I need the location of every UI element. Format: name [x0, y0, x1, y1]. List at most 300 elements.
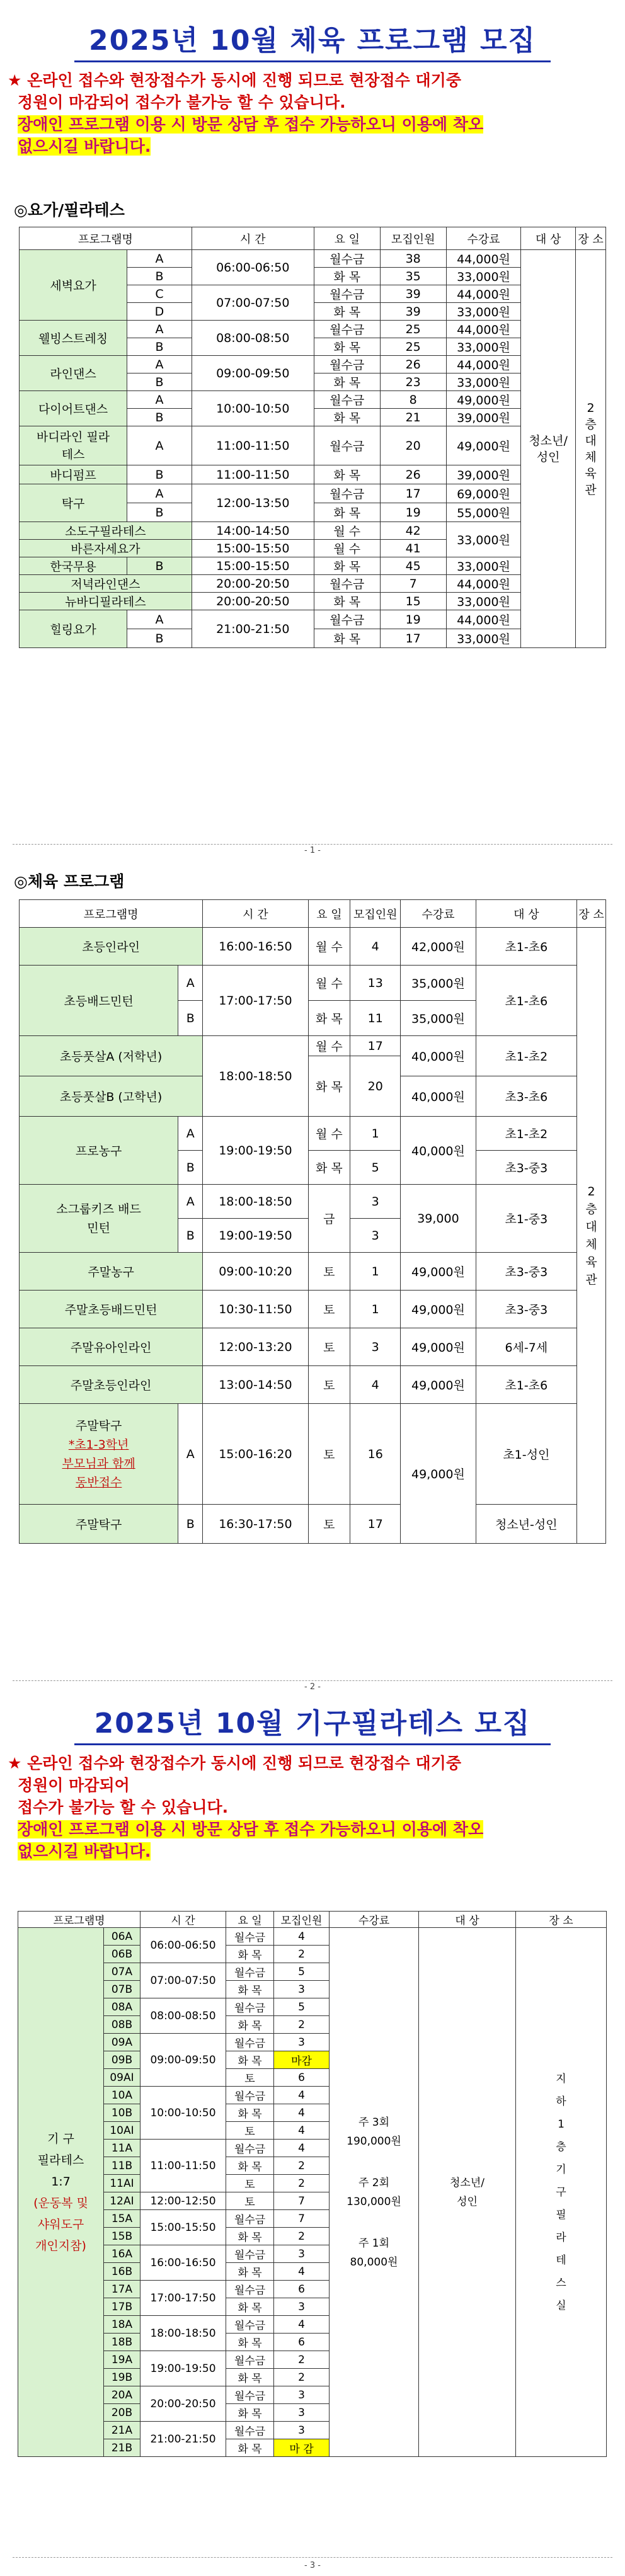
time-cell: 18:00-18:50	[140, 2316, 226, 2351]
count-cell: 20	[380, 426, 446, 465]
count-cell: 2	[274, 2228, 330, 2245]
count-cell: 35	[380, 268, 446, 285]
header-cell: 시 간	[140, 1912, 226, 1928]
day-cell: 월수금	[314, 610, 380, 629]
day-cell: 월수금	[226, 2034, 274, 2051]
count-cell: 23	[380, 373, 446, 391]
count-cell: 42	[380, 522, 446, 540]
closed-badge: 마감	[274, 2051, 330, 2069]
yoga-table	[19, 227, 606, 648]
count-cell: 39	[380, 285, 446, 303]
fee-cell: 33,000원	[446, 268, 521, 285]
class-code: 10A	[104, 2087, 140, 2104]
count-cell: 3	[350, 1328, 401, 1366]
class-code: 19B	[104, 2369, 140, 2386]
fee-cell: 35,000원	[401, 1001, 476, 1036]
notice-text: 없으시길 바랍니다.	[18, 1842, 151, 1861]
day-cell: 월수금	[226, 2316, 274, 2334]
program-name: 뉴바디필라테스	[20, 593, 192, 610]
day-cell: 금	[308, 1185, 350, 1253]
header-cell: 수강료	[446, 227, 521, 250]
program-name: 웰빙스트레칭	[20, 321, 127, 356]
count-cell: 4	[274, 2316, 330, 2334]
program-note: 부모님과 함께	[62, 1456, 135, 1471]
class-code: B	[127, 268, 192, 285]
notice-line	[8, 1796, 617, 1818]
day-cell: 월수금	[226, 1963, 274, 1981]
program-note: (운동복 및	[33, 2196, 88, 2210]
fee-cell: 40,000원	[401, 1036, 476, 1076]
count-cell: 3	[274, 2404, 330, 2422]
place-text: 2층대체육관	[585, 1184, 597, 1287]
fee-cell: 49,000원	[401, 1328, 476, 1366]
header-cell: 장 소	[577, 900, 606, 928]
day-cell: 월 수	[314, 540, 380, 557]
fee-cell: 44,000원	[446, 285, 521, 303]
fee-text: 주 2회	[358, 2176, 390, 2189]
fee-cell: 49,000원	[446, 426, 521, 465]
time-cell: 17:00-17:50	[140, 2281, 226, 2316]
time-cell: 09:00-09:50	[192, 356, 314, 391]
count-cell: 26	[380, 465, 446, 484]
class-code: 21A	[104, 2422, 140, 2439]
notice-block	[8, 69, 617, 157]
time-cell: 15:00-15:50	[140, 2210, 226, 2245]
program-name	[20, 1185, 178, 1253]
day-cell: 토	[226, 2122, 274, 2140]
program-note: *초1-3학년	[68, 1437, 129, 1452]
class-code: 11A	[104, 2140, 140, 2157]
program-note: 동반접수	[75, 1475, 122, 1490]
class-code: B	[178, 1001, 203, 1036]
day-cell: 월수금	[314, 356, 380, 373]
count-cell: 17	[380, 484, 446, 503]
count-cell: 39	[380, 303, 446, 321]
day-cell: 화 목	[226, 2263, 274, 2281]
class-code: B	[178, 1219, 203, 1253]
time-cell: 14:00-14:50	[192, 522, 314, 540]
count-cell: 4	[350, 1366, 401, 1404]
fee-cell: 33,000원	[446, 629, 521, 648]
notice-text: 없으시길 바랍니다.	[18, 137, 151, 156]
class-code: 20B	[104, 2404, 140, 2422]
day-cell: 월수금	[314, 484, 380, 503]
program-name: 소도구필라테스	[20, 522, 192, 540]
day-cell: 화 목	[314, 409, 380, 426]
header-cell: 프로그램명	[20, 900, 203, 928]
class-code: A	[127, 356, 192, 373]
time-cell: 13:00-14:50	[203, 1366, 308, 1404]
count-cell: 1	[350, 1253, 401, 1291]
count-cell: 4	[274, 2263, 330, 2281]
target-cell: 초1-성인	[476, 1404, 577, 1505]
time-cell: 12:00-12:50	[140, 2192, 226, 2210]
time-cell: 07:00-07:50	[140, 1963, 226, 1998]
class-code: 09A	[104, 2034, 140, 2051]
count-cell: 41	[380, 540, 446, 557]
program-name-text: 소그룹키즈 배드민턴	[56, 1202, 141, 1235]
program-name: 탁구	[20, 484, 127, 522]
count-cell: 6	[274, 2334, 330, 2351]
count-cell: 6	[274, 2281, 330, 2298]
program-note: 샤워도구	[37, 2217, 84, 2231]
program-name: 초등풋살A (저학년)	[20, 1036, 203, 1076]
place-cell	[577, 928, 606, 1544]
class-code: 18A	[104, 2316, 140, 2334]
class-code: A	[127, 321, 192, 338]
target-cell: 초1-초6	[476, 928, 577, 966]
target-text: 청소년/성인	[529, 433, 568, 464]
fee-cell: 49,000원	[401, 1366, 476, 1404]
count-cell: 3	[350, 1185, 401, 1219]
count-cell: 3	[274, 2386, 330, 2404]
page-divider	[13, 844, 612, 845]
time-cell: 15:00-15:50	[192, 557, 314, 575]
count-cell: 1	[350, 1291, 401, 1328]
day-cell: 월수금	[314, 250, 380, 268]
notice-line	[8, 1840, 617, 1862]
day-cell: 화 목	[226, 2157, 274, 2175]
target-cell: 초3-초6	[476, 1076, 577, 1117]
target-cell: 초3-중3	[476, 1151, 577, 1185]
time-cell: 20:00-20:50	[192, 575, 314, 593]
time-cell: 20:00-20:50	[192, 593, 314, 610]
header-cell: 시 간	[192, 227, 314, 250]
place-text: 2층대체육관	[585, 401, 597, 497]
count-cell: 2	[274, 2351, 330, 2369]
day-cell: 화 목	[314, 303, 380, 321]
day-cell: 월 수	[308, 1117, 350, 1151]
fee-cell: 33,000원	[446, 593, 521, 610]
time-cell: 15:00-15:50	[192, 540, 314, 557]
header-cell: 장 소	[516, 1912, 607, 1928]
title-underline	[74, 1743, 551, 1745]
count-cell: 17	[350, 1505, 401, 1544]
count-cell: 17	[380, 629, 446, 648]
count-cell: 2	[274, 2157, 330, 2175]
program-name: 주말유아인라인	[20, 1328, 203, 1366]
class-code: 07B	[104, 1981, 140, 1998]
day-cell: 화 목	[226, 2228, 274, 2245]
header-cell: 요 일	[226, 1912, 274, 1928]
count-cell: 5	[350, 1151, 401, 1185]
time-cell: 17:00-17:50	[203, 966, 308, 1036]
class-code: A	[127, 484, 192, 503]
fee-option	[331, 2113, 417, 2151]
notice-text: 정원이 마감되어	[18, 1776, 130, 1794]
class-code: B	[127, 503, 192, 522]
count-cell: 4	[274, 2104, 330, 2122]
star-icon: ★	[8, 71, 22, 89]
target-cell	[521, 250, 576, 648]
day-cell: 월수금	[226, 2422, 274, 2439]
class-code: B	[178, 1505, 203, 1544]
time-cell: 09:00-09:50	[140, 2034, 226, 2087]
count-cell: 2	[274, 2175, 330, 2192]
count-cell: 4	[274, 2087, 330, 2104]
notice-line	[8, 113, 617, 135]
fee-cell: 39,000	[401, 1185, 476, 1253]
time-cell: 19:00-19:50	[203, 1219, 308, 1253]
page-title: 2025년 10월 체육 프로그램 모집	[88, 25, 536, 57]
day-cell: 화 목	[226, 2334, 274, 2351]
target-cell: 초1-초6	[476, 1366, 577, 1404]
star-icon: ★	[8, 1754, 22, 1772]
fee-cell: 44,000원	[446, 356, 521, 373]
target-cell: 초1-초2	[476, 1036, 577, 1076]
class-code: A	[178, 966, 203, 1001]
class-code: 21B	[104, 2439, 140, 2457]
day-cell: 화 목	[314, 465, 380, 484]
day-cell: 화 목	[226, 2016, 274, 2034]
class-code: 12AI	[104, 2192, 140, 2210]
day-cell: 화 목	[226, 2051, 274, 2069]
time-cell: 15:00-16:20	[203, 1404, 308, 1505]
class-code: D	[127, 303, 192, 321]
target-cell: 초1-중3	[476, 1185, 577, 1253]
class-code: B	[127, 373, 192, 391]
class-code: 10AI	[104, 2122, 140, 2140]
program-name: 초등배드민턴	[20, 966, 178, 1036]
fee-cell: 49,000원	[446, 391, 521, 409]
time-cell: 18:00-18:50	[203, 1036, 308, 1117]
count-cell: 2	[274, 2369, 330, 2386]
time-cell: 20:00-20:50	[140, 2386, 226, 2422]
page-number: - 2 -	[304, 1682, 321, 1692]
program-name: 초등풋살B (고학년)	[20, 1076, 203, 1117]
program-name-text: 주말탁구	[75, 1418, 122, 1433]
day-cell: 월수금	[226, 2210, 274, 2228]
count-cell: 3	[274, 1981, 330, 1998]
fee-cell: 44,000원	[446, 321, 521, 338]
count-cell: 2	[274, 2016, 330, 2034]
fee-cell: 44,000원	[446, 250, 521, 268]
count-cell: 6	[274, 2069, 330, 2087]
page-title: 2025년 10월 기구필라테스 모집	[94, 1707, 531, 1740]
count-cell: 4	[350, 928, 401, 966]
time-cell: 19:00-19:50	[140, 2351, 226, 2386]
fee-option	[331, 2234, 417, 2272]
time-cell: 16:00-16:50	[203, 928, 308, 966]
program-name: 바른자세요가	[20, 540, 192, 557]
day-cell: 월수금	[226, 2386, 274, 2404]
time-cell: 16:30-17:50	[203, 1505, 308, 1544]
class-code: C	[127, 285, 192, 303]
class-code: B	[127, 629, 192, 648]
day-cell: 화 목	[314, 557, 380, 575]
fee-cell: 49,000원	[401, 1253, 476, 1291]
program-name-text: 1:7	[51, 2174, 71, 2189]
header-cell: 프로그램명	[20, 227, 192, 250]
count-cell: 19	[380, 503, 446, 522]
count-cell: 26	[380, 356, 446, 373]
day-cell: 월수금	[226, 2140, 274, 2157]
day-cell: 월 수	[308, 966, 350, 1001]
count-cell: 25	[380, 338, 446, 356]
header-cell: 대 상	[419, 1912, 516, 1928]
fee-cell: 49,000원	[401, 1404, 476, 1544]
notice-text: 정원이 마감되어 접수가 불가능 할 수 있습니다.	[18, 93, 346, 111]
day-cell: 화 목	[226, 1946, 274, 1963]
count-cell: 8	[380, 391, 446, 409]
header-cell: 대 상	[476, 900, 577, 928]
count-cell: 3	[274, 2422, 330, 2439]
class-code: 11AI	[104, 2175, 140, 2192]
count-cell: 1	[350, 1117, 401, 1151]
header-cell: 모집인원	[350, 900, 401, 928]
fee-cell: 44,000원	[446, 610, 521, 629]
day-cell: 화 목	[308, 1001, 350, 1036]
class-code: A	[127, 426, 192, 465]
day-cell: 화 목	[314, 338, 380, 356]
day-cell: 월수금	[314, 575, 380, 593]
header-cell: 모집인원	[380, 227, 446, 250]
class-code: 17B	[104, 2298, 140, 2316]
count-cell: 7	[274, 2192, 330, 2210]
day-cell: 화 목	[226, 1981, 274, 1998]
time-cell: 06:00-06:50	[192, 250, 314, 285]
day-cell: 토	[226, 2175, 274, 2192]
count-cell: 17	[350, 1036, 401, 1056]
time-cell: 07:00-07:50	[192, 285, 314, 321]
program-name	[20, 426, 127, 465]
program-name: 프로농구	[20, 1117, 178, 1185]
day-cell: 화 목	[226, 2369, 274, 2386]
day-cell: 월수금	[226, 1998, 274, 2016]
program-name-text: 기 구	[47, 2131, 74, 2146]
fee-cell: 33,000원	[446, 373, 521, 391]
program-name-text: 바디라인 필라테스	[36, 430, 110, 462]
pilates-table	[18, 1911, 607, 2457]
fee-cell: 33,000원	[446, 303, 521, 321]
count-cell: 3	[350, 1219, 401, 1253]
fee-text: 190,000원	[347, 2134, 401, 2148]
count-cell: 19	[380, 610, 446, 629]
class-code: 15A	[104, 2210, 140, 2228]
program-name: 주말초등인라인	[20, 1366, 203, 1404]
day-cell: 월 수	[314, 522, 380, 540]
class-code: B	[127, 409, 192, 426]
program-name: 라인댄스	[20, 356, 127, 391]
header-cell: 수강료	[401, 900, 476, 928]
class-code: 06A	[104, 1928, 140, 1946]
day-cell: 토	[226, 2069, 274, 2087]
day-cell: 화 목	[314, 373, 380, 391]
notice-text: 온라인 접수와 현장접수가 동시에 진행 되므로 현장접수 대기중	[27, 1754, 461, 1772]
page-divider	[13, 2557, 612, 2558]
program-name: 한국무용	[20, 557, 127, 575]
day-cell: 월수금	[314, 321, 380, 338]
day-cell: 토	[308, 1328, 350, 1366]
time-cell: 09:00-10:20	[203, 1253, 308, 1291]
target-cell: 청소년-성인	[476, 1505, 577, 1544]
fee-cell	[330, 1928, 419, 2457]
count-cell: 4	[274, 1928, 330, 1946]
program-note: 개인지참)	[35, 2238, 86, 2253]
program-name: 초등인라인	[20, 928, 203, 966]
class-code: B	[127, 338, 192, 356]
class-code: B	[127, 557, 192, 575]
count-cell: 7	[380, 575, 446, 593]
time-cell: 11:00-11:50	[140, 2140, 226, 2192]
time-cell: 21:00-21:50	[192, 610, 314, 648]
fee-cell: 55,000원	[446, 503, 521, 522]
count-cell: 16	[350, 1404, 401, 1505]
fee-cell: 44,000원	[446, 575, 521, 593]
count-cell: 3	[274, 2245, 330, 2263]
count-cell: 45	[380, 557, 446, 575]
count-cell: 38	[380, 250, 446, 268]
fee-cell: 40,000원	[401, 1076, 476, 1117]
class-code: 11B	[104, 2157, 140, 2175]
count-cell: 20	[350, 1056, 401, 1117]
program-name: 세벽요가	[20, 250, 127, 321]
time-cell: 10:00-10:50	[140, 2087, 226, 2140]
table-row	[18, 1928, 607, 1946]
day-cell: 화 목	[314, 629, 380, 648]
class-code: 19A	[104, 2351, 140, 2369]
page-number: - 3 -	[304, 2561, 321, 2570]
program-name	[18, 1928, 104, 2457]
time-cell: 10:00-10:50	[192, 391, 314, 426]
pilates-table-body	[18, 1928, 607, 2457]
class-code: 16B	[104, 2263, 140, 2281]
class-code: A	[127, 391, 192, 409]
time-cell: 12:00-13:50	[192, 484, 314, 522]
fee-cell: 35,000원	[401, 966, 476, 1001]
class-code: 07A	[104, 1963, 140, 1981]
notice-line	[8, 69, 617, 91]
count-cell: 3	[274, 2034, 330, 2051]
place-text: 지하1층기구필라테스실	[556, 2072, 566, 2312]
class-code: 20A	[104, 2386, 140, 2404]
class-code: 08A	[104, 1998, 140, 2016]
notice-line	[8, 1774, 617, 1796]
time-cell: 11:00-11:50	[192, 426, 314, 465]
class-code: 10B	[104, 2104, 140, 2122]
day-cell: 토	[308, 1366, 350, 1404]
day-cell: 월수금	[226, 1928, 274, 1946]
day-cell: 월수금	[226, 2087, 274, 2104]
fee-cell: 33,000원	[446, 522, 521, 557]
header-cell: 대 상	[521, 227, 576, 250]
notice-line	[8, 135, 617, 157]
class-code: 09B	[104, 2051, 140, 2069]
time-cell: 12:00-13:20	[203, 1328, 308, 1366]
fee-text: 80,000원	[350, 2255, 398, 2269]
notice-text: 장애인 프로그램 이용 시 방문 상담 후 접수 가능하오니 이용에 착오	[18, 115, 484, 134]
count-cell: 5	[274, 1998, 330, 2016]
sports-table	[19, 899, 606, 1544]
target-cell: 6세-7세	[476, 1328, 577, 1366]
day-cell: 화 목	[226, 2104, 274, 2122]
target-cell: 초3-중3	[476, 1253, 577, 1291]
day-cell: 화 목	[314, 503, 380, 522]
program-name: 힐링요가	[20, 610, 127, 648]
class-code: 08B	[104, 2016, 140, 2034]
count-cell: 15	[380, 593, 446, 610]
time-cell: 16:00-16:50	[140, 2245, 226, 2281]
notice-text: 장애인 프로그램 이용 시 방문 상담 후 접수 가능하오니 이용에 착오	[18, 1820, 484, 1838]
program-name: 저녁라인댄스	[20, 575, 192, 593]
day-cell: 화 목	[314, 268, 380, 285]
day-cell: 월수금	[226, 2281, 274, 2298]
fee-option	[331, 2174, 417, 2211]
notice-block	[8, 1752, 617, 1862]
fee-cell: 33,000원	[446, 338, 521, 356]
target-cell	[419, 1928, 516, 2457]
notice-text: 온라인 접수와 현장접수가 동시에 진행 되므로 현장접수 대기중	[27, 71, 461, 89]
